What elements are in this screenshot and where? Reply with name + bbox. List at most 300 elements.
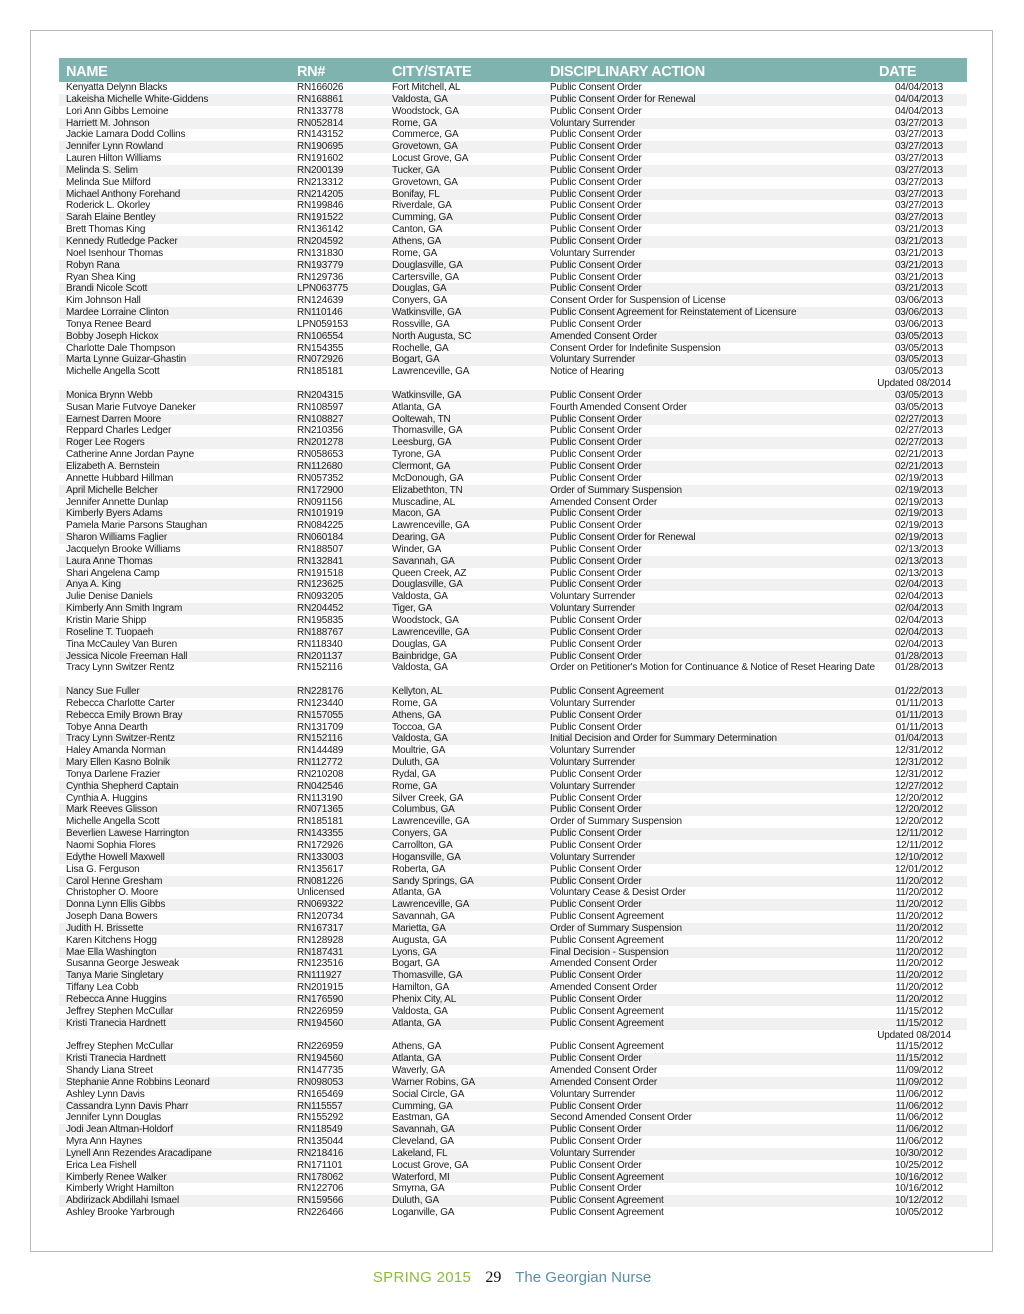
table-header (59, 58, 967, 82)
rn-cell: RN226959 (297, 1041, 344, 1053)
table-row (59, 556, 967, 568)
rn-cell: RN166026 (297, 82, 344, 93)
action-cell: Final Decision - Suspension (550, 946, 669, 958)
table-row (59, 1183, 967, 1195)
action-cell: Voluntary Surrender (550, 117, 636, 129)
date-cell: 03/21/2013 (894, 224, 943, 236)
name-cell: Kristin Marie Shipp (66, 614, 147, 626)
date-cell: 12/31/2012 (894, 745, 943, 757)
date-cell: 01/22/2013 (894, 686, 943, 698)
city-state-cell: Muscadine, AL (392, 496, 455, 508)
action-cell: Public Consent Order (550, 413, 642, 425)
rn-cell: RN204592 (297, 235, 344, 247)
table-row (59, 745, 967, 757)
city-state-cell: Moultrie, GA (392, 745, 446, 757)
name-cell: Jacquelyn Brooke Williams (66, 543, 181, 555)
table-row (59, 224, 967, 236)
date-cell: 02/27/2013 (894, 413, 943, 425)
disciplinary-table (59, 58, 967, 1219)
name-cell: Naomi Sophia Flores (66, 840, 156, 851)
date-cell: 12/31/2012 (894, 768, 943, 780)
table-row (59, 828, 967, 840)
table-row (59, 354, 967, 366)
action-cell: Public Consent Agreement (550, 1207, 664, 1219)
table-row (59, 165, 967, 177)
action-cell: Public Consent Order (550, 899, 642, 911)
name-cell: Kim Johnson Hall (66, 295, 141, 307)
table-row (59, 532, 967, 544)
action-cell: Amended Consent Order (550, 1065, 657, 1077)
table-row (59, 840, 967, 852)
date-cell: 02/19/2013 (894, 520, 943, 532)
name-cell: Marta Lynne Guizar-Ghastin (66, 354, 187, 366)
name-cell: Catherine Anne Jordan Payne (66, 449, 195, 461)
rn-cell: RN200139 (297, 164, 344, 176)
table-row (59, 733, 967, 745)
table-row (59, 402, 967, 414)
table-row (59, 544, 967, 556)
table-row (59, 106, 967, 118)
city-state-cell: Hogansville, GA (392, 851, 461, 863)
name-cell: Kenyatta Delynn Blacks (66, 82, 168, 93)
name-cell: Monica Brynn Webb (66, 389, 153, 401)
action-cell: Public Consent Order (550, 543, 642, 555)
table-row (59, 343, 967, 355)
rn-cell: RN185181 (297, 366, 344, 378)
action-cell: Voluntary Surrender (550, 603, 636, 615)
name-cell: Mary Ellen Kasno Bolnik (66, 757, 170, 769)
table-row (59, 295, 967, 307)
name-cell: Michelle Angella Scott (66, 366, 160, 378)
table-row (59, 982, 967, 994)
city-state-cell: Watkinsville, GA (392, 307, 462, 319)
table-row (59, 1136, 967, 1148)
city-state-cell: Savannah, GA (392, 911, 455, 923)
action-cell: Public Consent Order (550, 1053, 642, 1065)
rn-cell: RN129736 (297, 271, 344, 283)
name-cell: Julie Denise Daniels (66, 591, 153, 603)
city-state-cell: Cumming, GA (392, 212, 453, 224)
date-cell: 11/15/2012 (895, 1017, 943, 1029)
table-row (59, 651, 967, 663)
rn-cell: RN204315 (297, 389, 344, 401)
action-cell: Public Consent Order (550, 141, 642, 153)
action-cell: Public Consent Order for Renewal (550, 93, 696, 105)
date-cell: 11/09/2012 (895, 1076, 943, 1088)
table-row (59, 153, 967, 165)
page-footer (0, 1269, 1024, 1287)
action-cell: Public Consent Order (550, 721, 642, 733)
action-cell: Public Consent Order (550, 153, 642, 165)
date-cell: 11/20/2012 (895, 875, 943, 887)
name-cell: Michelle Angella Scott (66, 816, 160, 828)
name-cell: Earnest Darren Moore (66, 413, 161, 425)
action-cell: Public Consent Agreement (550, 911, 664, 923)
name-cell: Robyn Rana (66, 259, 120, 271)
table-row (59, 935, 967, 947)
header-city-state: CITY/STATE (392, 64, 472, 80)
action-cell: Voluntary Surrender (550, 591, 636, 603)
date-cell: 03/05/2013 (894, 354, 943, 366)
date-cell: 02/04/2013 (894, 591, 943, 603)
table-row (59, 1089, 967, 1101)
date-cell: 02/19/2013 (894, 496, 943, 508)
date-cell: 01/11/2013 (895, 721, 943, 733)
name-cell: Ashley Brooke Yarbrough (66, 1207, 175, 1219)
rn-cell: RN123440 (297, 697, 344, 709)
name-cell: Kristi Tranecia Hardnett (66, 1017, 166, 1029)
date-cell: 03/27/2013 (894, 153, 943, 165)
date-cell: 02/19/2013 (894, 532, 943, 544)
date-cell: 02/04/2013 (894, 638, 943, 650)
date-cell: 03/21/2013 (894, 271, 943, 283)
action-cell: Public Consent Order (550, 259, 642, 271)
city-state-cell: Riverdale, GA (392, 200, 452, 212)
city-state-cell: Rochelle, GA (392, 342, 449, 354)
date-cell: 03/27/2013 (894, 129, 943, 141)
rn-cell: RN112680 (297, 461, 343, 472)
city-state-cell: Macon, GA (392, 508, 441, 520)
rn-cell: RN143355 (297, 828, 344, 840)
rn-cell: RN190695 (297, 141, 344, 153)
name-cell: Kimberly Wright Hamilton (66, 1183, 174, 1195)
rn-cell: RN191602 (297, 153, 344, 165)
action-cell: Public Consent Order (550, 425, 642, 437)
date-cell: 10/30/2012 (894, 1147, 943, 1159)
action-cell: Voluntary Surrender (550, 1147, 636, 1159)
table-row (59, 1112, 967, 1124)
action-cell: Voluntary Surrender (550, 745, 636, 757)
city-state-cell: Tucker, GA (392, 164, 440, 176)
table-row (59, 876, 967, 888)
city-state-cell: Carrollton, GA (392, 840, 453, 851)
action-cell: Initial Decision and Order for Summary Determination (550, 733, 777, 745)
action-cell: Order of Summary Suspension (550, 922, 682, 934)
date-cell: 12/31/2012 (894, 757, 943, 769)
table-row (59, 1053, 967, 1065)
rn-cell: RN187431 (297, 946, 344, 958)
table-row (59, 248, 967, 260)
date-cell: 11/06/2012 (895, 1112, 943, 1124)
rn-cell: RN091156 (297, 496, 343, 508)
name-cell: Shari Angelena Camp (66, 567, 160, 579)
name-cell: Tobye Anna Dearth (66, 721, 148, 733)
name-cell: Sarah Elaine Bentley (66, 212, 156, 224)
action-cell: Public Consent Order (550, 875, 642, 887)
name-cell: Kristi Tranecia Hardnett (66, 1053, 166, 1065)
rn-cell: RN213312 (297, 176, 344, 188)
action-cell: Public Consent Order (550, 200, 642, 212)
name-cell: Harriett M. Johnson (66, 117, 150, 129)
name-cell: Nancy Sue Fuller (66, 686, 140, 698)
rn-cell: RN168861 (297, 93, 344, 105)
action-cell: Public Consent Order (550, 437, 642, 449)
date-cell: 11/20/2012 (895, 887, 943, 899)
table-row (59, 591, 967, 603)
city-state-cell: Conyers, GA (392, 295, 448, 307)
date-cell: 03/05/2013 (894, 366, 943, 378)
name-cell: Kimberly Renee Walker (66, 1171, 167, 1183)
rn-cell: RN072926 (297, 354, 344, 366)
date-cell: 03/05/2013 (894, 401, 943, 413)
date-cell: 01/28/2013 (894, 662, 943, 674)
name-cell: Tonya Renee Beard (66, 318, 151, 330)
name-cell: Mae Ella Washington (66, 946, 157, 958)
city-state-cell: Atlanta, GA (392, 401, 441, 413)
rn-cell: RN194560 (297, 1017, 344, 1029)
city-state-cell: Cleveland, GA (392, 1136, 454, 1148)
rn-cell: RN172926 (297, 840, 344, 851)
date-cell: 01/11/2013 (895, 697, 943, 709)
rn-cell: RN052814 (297, 117, 344, 129)
date-cell: 03/27/2013 (894, 200, 943, 212)
rn-cell: Unlicensed (297, 887, 345, 899)
city-state-cell: Conyers, GA (392, 828, 448, 840)
action-cell: Public Consent Order (550, 804, 642, 816)
rn-cell: RN199846 (297, 200, 344, 212)
rn-cell: RN172900 (297, 484, 344, 496)
table-row (59, 568, 967, 580)
rn-cell: RN133778 (297, 105, 344, 117)
name-cell: Cynthia A. Huggins (66, 792, 148, 804)
city-state-cell: Leesburg, GA (392, 437, 452, 449)
city-state-cell: Lawrenceville, GA (392, 626, 470, 638)
table-row (59, 1195, 967, 1207)
action-cell: Public Consent Order (550, 82, 642, 93)
name-cell: Laura Anne Thomas (66, 555, 153, 567)
city-state-cell: Tiger, GA (392, 603, 433, 615)
table-row (59, 947, 967, 959)
rn-cell: RN118549 (297, 1124, 343, 1136)
city-state-cell: Woodstock, GA (392, 105, 459, 117)
action-cell: Public Consent Order (550, 129, 642, 141)
table-row (59, 1065, 967, 1077)
date-cell: 12/11/2012 (895, 840, 943, 851)
rn-cell: RN210208 (297, 768, 344, 780)
rn-cell: RN093205 (297, 591, 344, 603)
city-state-cell: Cartersville, GA (392, 271, 459, 283)
rn-cell: RN143152 (297, 129, 344, 141)
action-cell: Public Consent Order (550, 224, 642, 236)
table-row (59, 852, 967, 864)
date-cell: 03/21/2013 (894, 235, 943, 247)
name-cell: Karen Kitchens Hogg (66, 934, 157, 946)
table-row (59, 82, 967, 94)
action-cell: Public Consent Order (550, 1159, 642, 1171)
date-cell: 03/21/2013 (894, 247, 943, 259)
name-cell: Stephanie Anne Robbins Leonard (66, 1076, 210, 1088)
update-note: Updated 08/2014 (877, 1029, 951, 1041)
rn-cell: RN159566 (297, 1195, 344, 1207)
city-state-cell: Valdosta, GA (392, 93, 448, 105)
table-row (59, 781, 967, 793)
table-row (59, 331, 967, 343)
name-cell: Tanya Marie Singletary (66, 970, 164, 982)
table-row (59, 615, 967, 627)
action-cell: Public Consent Order (550, 212, 642, 224)
city-state-cell: Bainbridge, GA (392, 650, 458, 662)
rn-cell: RN122706 (297, 1183, 344, 1195)
action-cell: Order on Petitioner's Motion for Continuance & Notice of Reset Hearing Date (550, 662, 875, 674)
rn-cell: RN210356 (297, 425, 344, 437)
rn-cell: RN108827 (297, 413, 344, 425)
date-cell: 03/27/2013 (894, 141, 943, 153)
rn-cell: RN188767 (297, 626, 344, 638)
city-state-cell: Elizabethton, TN (392, 484, 463, 496)
table-row (59, 627, 967, 639)
action-cell: Public Consent Order (550, 1124, 642, 1136)
name-cell: Noel Isenhour Thomas (66, 247, 163, 259)
action-cell: Public Consent Order (550, 1100, 642, 1112)
action-cell: Fourth Amended Consent Order (550, 401, 687, 413)
rn-cell: RN191522 (297, 212, 344, 224)
action-cell: Public Consent Order (550, 389, 642, 401)
name-cell: Roseline T. Tuopaeh (66, 626, 154, 638)
city-state-cell: Douglas, GA (392, 283, 447, 295)
name-cell: Annette Hubbard Hillman (66, 472, 174, 484)
rn-cell: RN098053 (297, 1076, 344, 1088)
table-row (59, 1077, 967, 1089)
table-row (59, 722, 967, 734)
action-cell: Voluntary Surrender (550, 851, 636, 863)
name-cell: Kennedy Rutledge Packer (66, 235, 178, 247)
table-row (59, 639, 967, 651)
name-cell: Jennifer Lynn Rowland (66, 141, 164, 153)
action-cell: Public Consent Order (550, 709, 642, 721)
header-rn: RN# (297, 64, 326, 80)
date-cell: 12/20/2012 (894, 792, 943, 804)
table-row (59, 212, 967, 224)
date-cell: 01/04/2013 (894, 733, 943, 745)
date-cell: 11/20/2012 (895, 958, 943, 970)
city-state-cell: Valdosta, GA (392, 1005, 448, 1017)
table-row (59, 189, 967, 201)
action-cell: Public Consent Order (550, 970, 642, 982)
table-row (59, 425, 967, 437)
table-row (59, 272, 967, 284)
action-cell: Public Consent Order (550, 1183, 642, 1195)
action-cell: Public Consent Order (550, 472, 642, 484)
action-cell: Public Consent Order (550, 638, 642, 650)
city-state-cell: Kellyton, AL (392, 686, 443, 698)
table-row (59, 804, 967, 816)
name-cell: Rebecca Anne Huggins (66, 993, 167, 1005)
name-cell: Cassandra Lynn Davis Pharr (66, 1100, 189, 1112)
action-cell: Public Consent Agreement (550, 1041, 664, 1053)
name-cell: Rebecca Charlotte Carter (66, 697, 175, 709)
table-row (59, 461, 967, 473)
name-cell: Tracy Lynn Switzer Rentz (66, 662, 175, 674)
name-cell: Erica Lea Fishell (66, 1159, 137, 1171)
city-state-cell: Grovetown, GA (392, 176, 458, 188)
date-cell: 02/19/2013 (894, 484, 943, 496)
date-cell: 02/04/2013 (894, 603, 943, 615)
rn-cell: RN115557 (297, 1100, 343, 1112)
city-state-cell: Waterford, MI (392, 1171, 450, 1183)
name-cell: Elizabeth A. Bernstein (66, 461, 160, 472)
date-cell: 02/13/2013 (894, 555, 943, 567)
date-cell: 04/04/2013 (894, 93, 943, 105)
action-cell: Amended Consent Order (550, 1076, 657, 1088)
rn-cell: RN152116 (297, 662, 343, 674)
city-state-cell: Sandy Springs, GA (392, 875, 474, 887)
table-row (59, 1101, 967, 1113)
rn-cell: RN113190 (297, 792, 343, 804)
rn-cell: RN218416 (297, 1147, 344, 1159)
action-cell: Public Consent Order (550, 840, 642, 851)
table-row (59, 970, 967, 982)
date-cell: 02/13/2013 (894, 567, 943, 579)
date-cell: 04/04/2013 (894, 105, 943, 117)
city-state-cell: Rydal, GA (392, 768, 436, 780)
date-cell: 02/21/2013 (894, 449, 943, 461)
name-cell: Carol Henne Gresham (66, 875, 163, 887)
rn-cell: RN188507 (297, 543, 344, 555)
rn-cell: RN165469 (297, 1088, 344, 1100)
name-cell: Tonya Darlene Frazier (66, 768, 161, 780)
action-cell: Public Consent Order (550, 449, 642, 461)
action-cell: Public Consent Agreement (550, 1017, 664, 1029)
table-row (59, 520, 967, 532)
action-cell: Public Consent Order (550, 508, 642, 520)
name-cell: Mardee Lorraine Clinton (66, 307, 169, 319)
action-cell: Consent Order for Suspension of License (550, 295, 726, 307)
name-cell: Cynthia Shepherd Captain (66, 780, 179, 792)
action-cell: Public Consent Order (550, 626, 642, 638)
table-row (59, 757, 967, 769)
action-cell: Public Consent Order (550, 176, 642, 188)
rn-cell: RN228176 (297, 686, 344, 698)
date-cell: 03/27/2013 (894, 164, 943, 176)
city-state-cell: Bonifay, FL (392, 188, 440, 200)
rn-cell: RN214205 (297, 188, 344, 200)
date-cell: 03/21/2013 (894, 259, 943, 271)
rn-cell: RN110146 (297, 307, 343, 319)
city-state-cell: Rome, GA (392, 780, 438, 792)
action-cell: Public Consent Order (550, 555, 642, 567)
name-cell: Haley Amanda Norman (66, 745, 166, 757)
name-cell: Roger Lee Rogers (66, 437, 145, 449)
city-state-cell: Dearing, GA (392, 532, 445, 544)
update-note: Updated 08/2014 (877, 378, 951, 390)
table-row (59, 485, 967, 497)
date-cell: 11/20/2012 (895, 899, 943, 911)
action-cell: Public Consent Order (550, 283, 642, 295)
table-row (59, 177, 967, 189)
date-cell: 11/06/2012 (895, 1088, 943, 1100)
table-row (59, 911, 967, 923)
city-state-cell: Lawrenceville, GA (392, 899, 470, 911)
rn-cell: RN058653 (297, 449, 344, 461)
page-number: 29 (485, 1269, 502, 1286)
action-cell: Public Consent Order (550, 579, 642, 591)
rn-cell: RN157055 (297, 709, 344, 721)
header-date: DATE (879, 64, 917, 80)
table-body (59, 82, 967, 1219)
name-cell: Sharon Williams Faglier (66, 532, 167, 544)
rn-cell: RN201137 (297, 650, 343, 662)
date-cell: 03/05/2013 (894, 330, 943, 342)
action-cell: Public Consent Order (550, 614, 642, 626)
action-cell: Public Consent Order (550, 235, 642, 247)
table-row (59, 793, 967, 805)
name-cell: Tracy Lynn Switzer-Rentz (66, 733, 175, 745)
name-cell: Jessica Nicole Freeman Hall (66, 650, 188, 662)
action-cell: Voluntary Surrender (550, 697, 636, 709)
date-cell: 10/12/2012 (894, 1195, 943, 1207)
city-state-cell: Rome, GA (392, 117, 438, 129)
name-cell: Jackie Lamara Dodd Collins (66, 129, 186, 141)
